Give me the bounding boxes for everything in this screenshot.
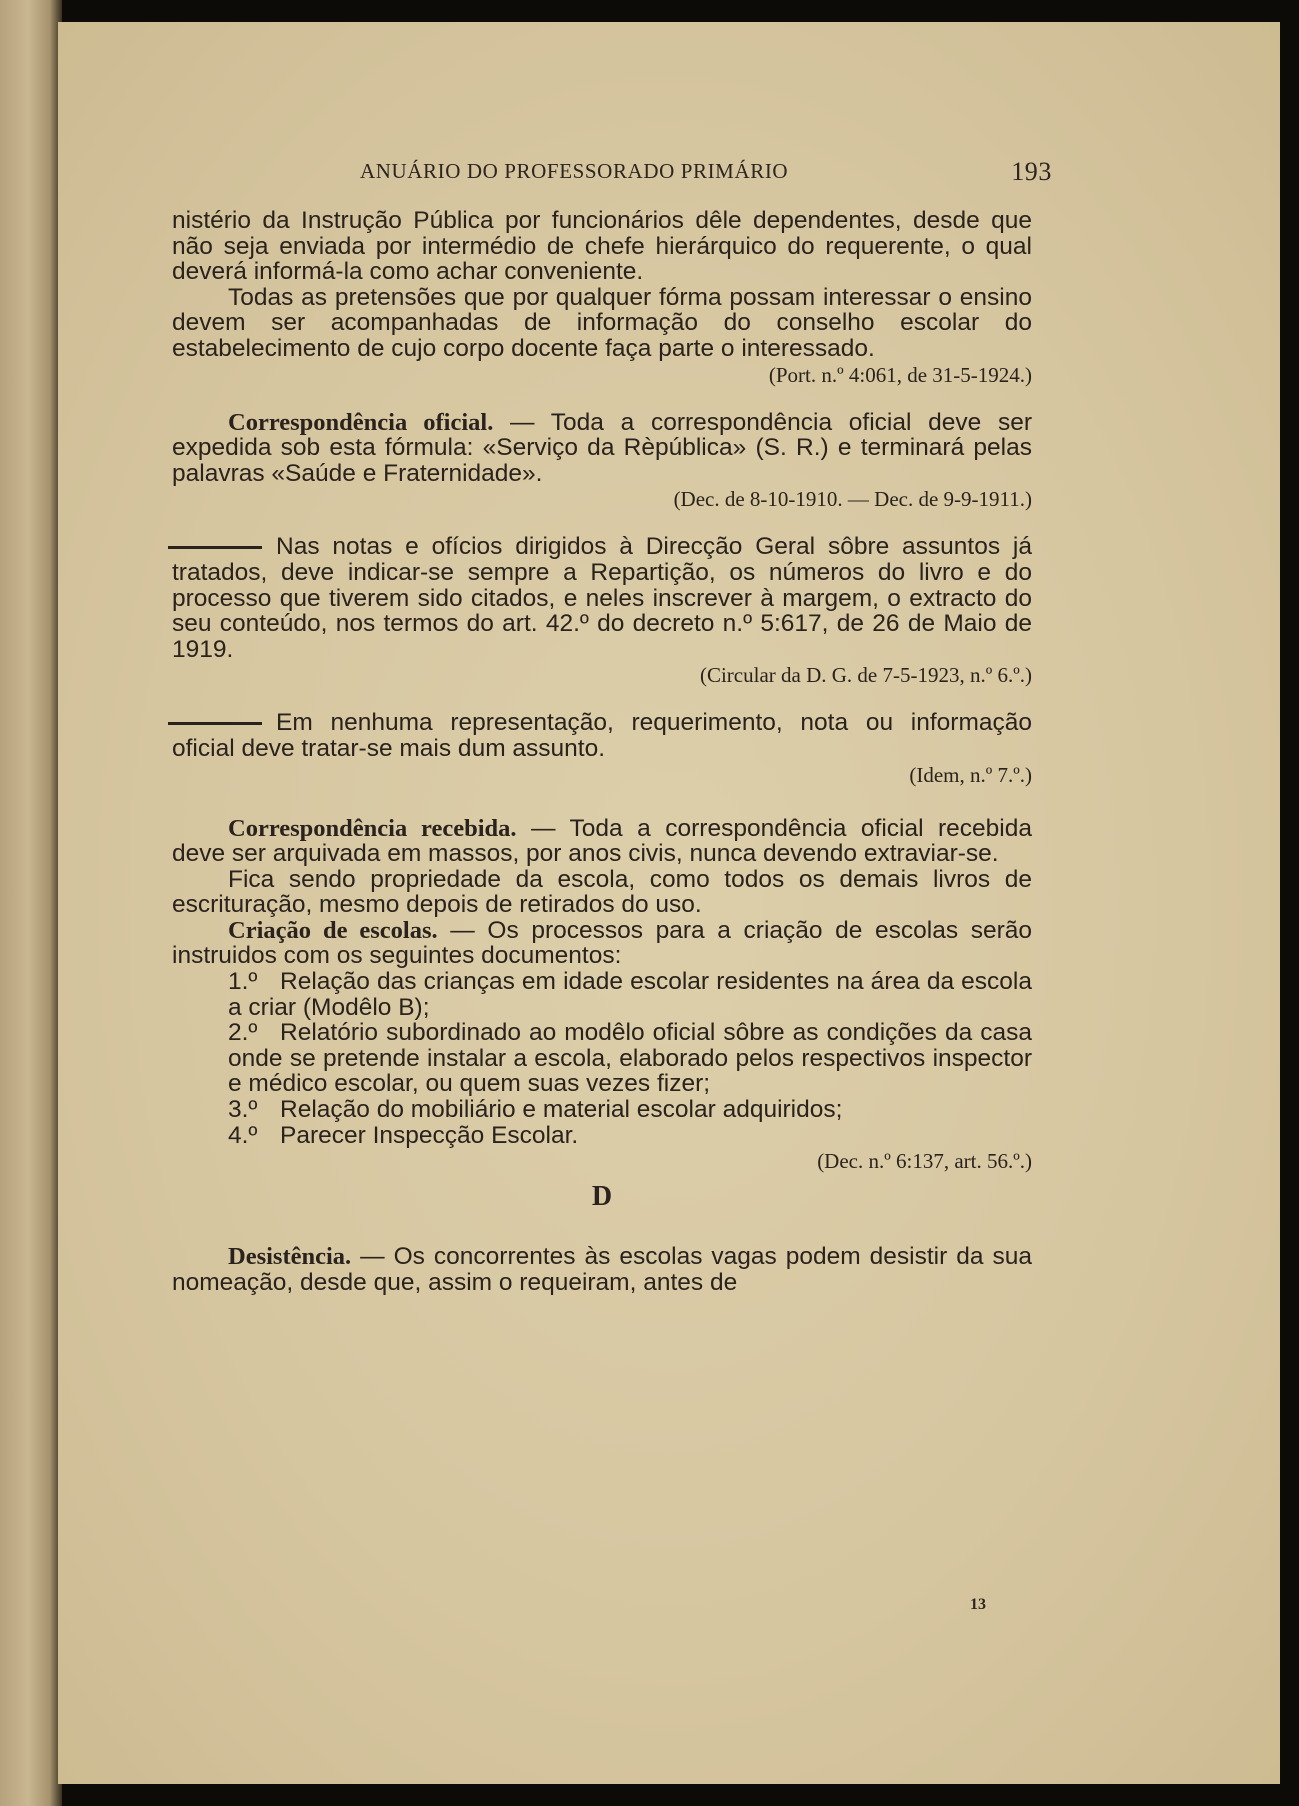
citation: (Circular da D. G. de 7-5-1923, n.º 6.º.) <box>699 663 1032 688</box>
item-text: Relação das crianças em idade escolar residentes na área da escola a criar (Modêlo B); <box>228 968 1032 1021</box>
item-number: 1.º <box>228 968 258 996</box>
citation: (Port. n.º 4:061, de 31-5-1924.) <box>768 362 1032 387</box>
entry-desistencia <box>172 1244 1032 1295</box>
entry-text: — Os processos para a criação de escolas serão instruidos com os seguintes documentos: <box>172 916 1032 970</box>
note-paragraph <box>172 534 1032 662</box>
signature-mark: 13 <box>970 1596 986 1613</box>
entry-text: — Toda a correspondência oficial recebida deve ser arquivada em massos, por anos civis, nunca devendo extraviar-se. <box>172 814 1032 868</box>
ditto-dash <box>168 546 262 549</box>
intro-paragraph-2: Todas as pretensões que por qualquer fórma possam interessar o ensino devem ser acompanhadas de informação do conselho escolar do estabelecimento de cujo corpo docente faça parte o interessado. <box>172 283 1032 362</box>
citation: (Dec. de 8-10-1910. — Dec. de 9-9-1911.) <box>673 487 1032 512</box>
ditto-dash <box>168 722 262 725</box>
item-number: 3.º <box>228 1096 258 1124</box>
entry-paragraph: Fica sendo propriedade da escola, como todos os demais livros de escrituração, mesmo depois de retirados do uso. <box>172 865 1032 919</box>
entry-heading: Correspondência oficial. <box>228 408 494 436</box>
entry-correspondencia-oficial <box>172 410 1032 487</box>
item-text: Relação do mobiliário e material escolar adquiridos; <box>280 1096 843 1124</box>
item-number: 4.º <box>228 1121 258 1149</box>
item-text: Relatório subordinado ao modêlo oficial sôbre as condições da casa onde se pretende instalar a escola, elaborado pelos respectivos inspector e médico escolar, ou quem suas vezes fizer; <box>228 1019 1032 1098</box>
entry-text: — Os concorrentes às escolas vagas podem desistir da sua nomeação, desde que, assim o requeiram, antes de <box>172 1243 1032 1296</box>
item-number: 2.º <box>228 1019 258 1047</box>
citation: (Dec. n.º 6:137, art. 56.º.) <box>817 1149 1032 1174</box>
note-text: Nas notas e ofícios dirigidos à Direcção Geral sôbre assuntos já tratados, deve indicar-se sempre a Repartição, os números do livro e do processo que tiverem sido citados, e neles inscrever à margem, o extracto do seu conteúdo, nos termos do art. 42.º do decreto n.º 5:617, de 26 de Maio de 1919. <box>172 533 1032 663</box>
list-item <box>172 1020 1032 1097</box>
item-text: Parecer Inspecção Escolar. <box>280 1121 579 1149</box>
entry-correspondencia-recebida <box>172 816 1032 867</box>
page-number: 193 <box>1011 157 1052 186</box>
list-item <box>172 1097 1032 1123</box>
running-head: ANUÁRIO DO PROFESSORADO PRIMÁRIO <box>360 159 789 183</box>
entry-heading: Correspondência recebida. <box>228 814 517 842</box>
citation: (Idem, n.º 7.º.) <box>909 762 1032 787</box>
list-item <box>172 1123 1032 1149</box>
entry-heading: Desistência. <box>228 1243 352 1271</box>
book-page <box>58 22 1280 1784</box>
note-paragraph <box>172 710 1032 761</box>
note-text: Em nenhuma representação, requerimento, nota ou informação oficial deve tratar-se mais dum assunto. <box>172 709 1032 762</box>
entry-text: — Toda a correspondência oficial deve ser expedida sob esta fórmula: «Serviço da Rèpública» (S. R.) e terminará pelas palavras «Saúde e Fraternidade». <box>172 408 1033 487</box>
page-body <box>172 208 1032 1295</box>
list-item <box>172 969 1032 1020</box>
entry-criacao-escolas <box>172 918 1032 969</box>
book-spine <box>0 0 62 1806</box>
section-letter: D <box>591 1181 613 1213</box>
entry-heading: Criação de escolas. <box>228 916 438 944</box>
intro-paragraph: nistério da Instrução Pública por funcionários dêle dependentes, desde que não seja enviada por intermédio de chefe hierárquico do requerente, o qual deverá informá-la como achar conveniente. <box>172 207 1032 286</box>
